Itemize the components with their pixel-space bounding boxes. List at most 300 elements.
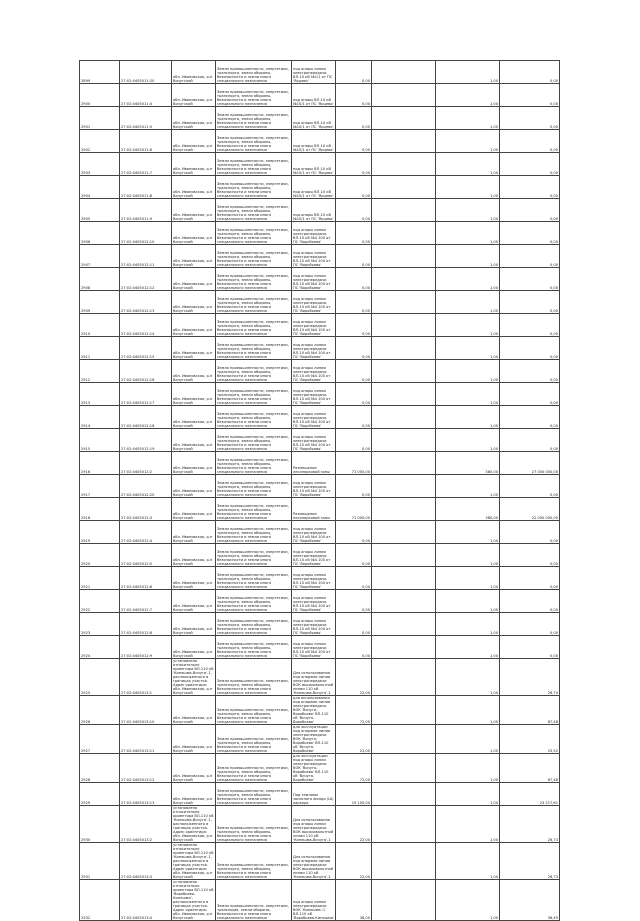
table-row <box>80 268 560 291</box>
cell-cat: Земли промышленности, энергетики, транспорта, земли обороны, безопасности и земли иного специального назначения <box>216 61 292 84</box>
cell-cad: 27:02:0405012:2 <box>120 452 172 475</box>
cell-cost: 0,00 <box>500 590 560 613</box>
cell-cost: 0,00 <box>500 291 560 314</box>
cell-k <box>372 725 436 754</box>
cell-k <box>372 843 436 880</box>
cell-cost: 0,00 <box>500 567 560 590</box>
table-row <box>80 521 560 544</box>
cell-area: 19 100,00 <box>336 783 372 806</box>
cell-k <box>372 199 436 222</box>
cell-area: 0,00 <box>336 590 372 613</box>
cell-num: 2908 <box>80 268 120 291</box>
cell-num: 2921 <box>80 567 120 590</box>
cell-use: под опоры линии электропередачи ВЛ-10 кВ №4 100 от ПС 'Воробьево' <box>292 406 336 429</box>
cell-cost: 0,00 <box>500 153 560 176</box>
cell-num: 2915 <box>80 429 120 452</box>
cell-rate: 1,00 <box>436 659 500 696</box>
cell-area: 0,00 <box>336 636 372 659</box>
table-row <box>80 498 560 521</box>
table-body <box>80 61 560 921</box>
cell-addr: обл. Ивановская, р-н Вичугский <box>172 199 216 222</box>
cell-rate: 1,00 <box>436 130 500 153</box>
cell-area: 0,00 <box>336 314 372 337</box>
cell-addr: обл. Ивановская, р-н Вичугский <box>172 222 216 245</box>
cell-addr: обл. Ивановская, р-н Вичугский <box>172 725 216 754</box>
cell-use: под опоры линии электропередачи ВЛ-10 кВ №4 100 от ПС 'Воробьево' <box>292 590 336 613</box>
cell-cost: 0,00 <box>500 406 560 429</box>
cell-cad: 27:02:0405011:8 <box>120 176 172 199</box>
cell-use: под опоры линии электропередачи ВЛ-10 кВ №4 100 от ПС 'Воробьево' <box>292 613 336 636</box>
cell-use: под опоры линии электропередачи ВЛ-10 кВ №4 100 от ПС 'Воробьево' <box>292 636 336 659</box>
cell-cad: 27:02:0405012:8 <box>120 613 172 636</box>
table-row <box>80 291 560 314</box>
cell-use: под опоры ВЛ-10 кВ №10/1 от ПС 'Ярцево' <box>292 176 336 199</box>
cell-rate: 1,00 <box>436 521 500 544</box>
cell-k <box>372 498 436 521</box>
cell-cost: 0,00 <box>500 314 560 337</box>
cell-area: 71 000,00 <box>336 452 372 475</box>
cell-addr: обл. Ивановская, р-н Вичугский <box>172 452 216 475</box>
cell-k <box>372 84 436 107</box>
cell-num: 2927 <box>80 725 120 754</box>
cell-cost: 0,00 <box>500 475 560 498</box>
cell-addr: установлено относительно ориентира ВЛ-110 кВ 'Воробьево-Кинешма', расположенного в границах участка. Адрес ориентира: обл. Ивановская, р-н Вичугский <box>173 880 214 920</box>
cell-addr: обл. Ивановская, р-н Вичугский <box>172 567 216 590</box>
cell-num: 2924 <box>80 636 120 659</box>
cell-cost: 0,00 <box>500 176 560 199</box>
cell-area: 22,00 <box>336 843 372 880</box>
cell-use: под опоры линии электропередачи ВЛ-10 кВ №4 100 от ПС 'Воробьево' <box>292 268 336 291</box>
cell-addr: обл. Ивановская, р-н Вичугский <box>172 590 216 613</box>
cell-cad: 27:02:0405012:6 <box>120 567 172 590</box>
cell-cat: Земли промышленности, энергетики, транспорта, земли обороны, безопасности и земли иного специального назначения <box>216 590 292 613</box>
cell-cad: 27:02:0405012:16 <box>120 360 172 383</box>
cell-k <box>372 61 436 84</box>
cell-k <box>372 452 436 475</box>
cell-use: под опоры линии электропередачи ВЛ-10 кВ №4 100 от ПС 'Воробьево' <box>292 222 336 245</box>
cell-k <box>372 406 436 429</box>
cell-cad: 27:02:0405012:15 <box>120 337 172 360</box>
cell-use: под опоры линии электропередачи ВЛ-10 кВ №4 100 от ПС 'Воробьево' <box>292 521 336 544</box>
cell-area: 0,00 <box>336 84 372 107</box>
cell-num: 2918 <box>80 498 120 521</box>
cell-area: 0,00 <box>336 429 372 452</box>
table-row <box>80 636 560 659</box>
cell-use: под опоры линии электропередачи ВЛ-10 кВ №4 100 от ПС 'Воробьево' <box>292 567 336 590</box>
cell-addr: обл. Ивановская, р-н Вичугский <box>172 636 216 659</box>
cell-cost: 0,00 <box>500 84 560 107</box>
cell-cad: 27:02:0405012:11 <box>120 245 172 268</box>
cell-rate: 1,00 <box>436 222 500 245</box>
cell-area: 0,00 <box>336 337 372 360</box>
cell-cad: 27:02:0405011:9 <box>120 199 172 222</box>
table-row <box>80 107 560 130</box>
cell-area: 0,00 <box>336 613 372 636</box>
cell-num: 2907 <box>80 245 120 268</box>
cell-num: 2911 <box>80 337 120 360</box>
cell-cost: 0,00 <box>500 613 560 636</box>
cell-cost: 0,00 <box>500 222 560 245</box>
table-row <box>80 880 560 921</box>
cell-cat: Земли промышленности, энергетики, транспорта, земли обороны, безопасности и земли иного специального назначения <box>216 521 292 544</box>
cell-cat: Земли промышленности, энергетики, транспорта, земли обороны, безопасности и земли иного специального назначения <box>216 199 292 222</box>
cell-k <box>372 567 436 590</box>
cell-use: под опоры линии электропередачи ВОК 'Кинешма'-1 ВЛ-110 кВ 'Воробьево-Кинешма' <box>292 880 336 921</box>
cell-use: под опоры ВЛ-10 кВ №10/1 от ПС 'Ярцево' <box>292 153 336 176</box>
table-row <box>80 176 560 199</box>
cell-cost: 25,52 <box>500 725 560 754</box>
cell-k <box>372 613 436 636</box>
cell-use: Для использования под опорами линии электропередачи ВОК высоковольтной линии 110 кВ 'Кинешма-Вичуга'-1 <box>292 659 336 696</box>
cell-use: для эксплуатации под опорами линии электропередачи ВОК 'Вичуга-Воробьево' ВЛ-110 кВ 'Вичуга-Воробьево' <box>292 725 336 754</box>
cell-cad: 27:02:0405012:10 <box>120 222 172 245</box>
cell-num: 2923 <box>80 613 120 636</box>
cell-use: Размещение лесопарковой зоны <box>292 452 336 475</box>
cell-addr: обл. Ивановская, р-н Вичугский <box>172 475 216 498</box>
table-row <box>80 84 560 107</box>
cell-cad: 27:02:0405011:6 <box>120 130 172 153</box>
table-row <box>80 199 560 222</box>
cell-addr: обл. Ивановская, р-н Вичугский <box>172 383 216 406</box>
cell-cat: Земли промышленности, энергетики, транспорта, земли обороны, безопасности и земли иного специального назначения <box>216 291 292 314</box>
cell-k <box>372 176 436 199</box>
cell-area: 22,00 <box>336 806 372 843</box>
cell-cat: Земли промышленности, энергетики, транспорта, земли обороны, безопасности и земли иного специального назначения <box>216 268 292 291</box>
cell-cad: 27:02:0405011:5 <box>120 107 172 130</box>
cell-num: 2902 <box>80 130 120 153</box>
cell-use: под опоры линии электропередачи ВЛ-10 кВ №4 100 от ПС 'Воробьево' <box>292 337 336 360</box>
cell-area: 0,00 <box>336 383 372 406</box>
cell-addr: обл. Ивановская, р-н Вичугский <box>172 61 216 84</box>
cell-cad: 27:02:0405013:2 <box>120 806 172 843</box>
cell-k <box>372 222 436 245</box>
table-row <box>80 806 560 843</box>
cell-num: 2919 <box>80 521 120 544</box>
cell-rate: 1,00 <box>436 544 500 567</box>
cell-num: 2916 <box>80 452 120 475</box>
cell-rate: 1,00 <box>436 406 500 429</box>
cell-cost: 0,00 <box>500 245 560 268</box>
cell-k <box>372 659 436 696</box>
cell-cad: 27:02:0405012:7 <box>120 590 172 613</box>
cell-addr: обл. Ивановская, р-н Вичугский <box>172 314 216 337</box>
table-row <box>80 590 560 613</box>
cell-rate: 1,00 <box>436 199 500 222</box>
cell-cad: 27:02:0405013:11 <box>120 725 172 754</box>
cell-rate: 1,00 <box>436 806 500 843</box>
cell-cat: Земли промышленности, энергетики, транспорта, земли обороны, безопасности и земли иного специального назначения <box>216 754 292 783</box>
cell-k <box>372 475 436 498</box>
cell-area: 0,00 <box>336 199 372 222</box>
cell-num: 2899 <box>80 61 120 84</box>
cell-k <box>372 783 436 806</box>
cell-cat: Земли промышленности, энергетики, транспорта, земли обороны, безопасности и земли иного специального назначения <box>216 406 292 429</box>
cell-use: под опоры линии электропередачи ВЛ-10 кВ №4 100 от ПС 'Воробьево' <box>292 383 336 406</box>
cell-cad: 27:02:0405012:17 <box>120 383 172 406</box>
cell-addr: обл. Ивановская, р-н Вичугский <box>172 521 216 544</box>
table-row <box>80 544 560 567</box>
cell-cost: 0,00 <box>500 199 560 222</box>
table-row <box>80 222 560 245</box>
table-row <box>80 783 560 806</box>
cell-addr: обл. Ивановская, р-н Вичугский <box>172 153 216 176</box>
cell-rate: 1,00 <box>436 360 500 383</box>
cell-area: 0,00 <box>336 268 372 291</box>
cell-cost: 0,00 <box>500 429 560 452</box>
table-row <box>80 61 560 84</box>
cell-cat: Земли промышленности, энергетики, транспорта, земли обороны, безопасности и земли иного специального назначения <box>216 383 292 406</box>
cell-rate: 1,00 <box>436 107 500 130</box>
cell-cost: 26,73 <box>500 806 560 843</box>
cell-num: 2920 <box>80 544 120 567</box>
cell-area: 0,00 <box>336 544 372 567</box>
cell-use: под опоры линии электропередачи ВЛ-10 кВ №4 100 от ПС 'Воробьево' <box>292 360 336 383</box>
cell-cost: 22 000 000,00 <box>500 498 560 521</box>
cell-cost: 27 000 000,00 <box>500 452 560 475</box>
cell-k <box>372 806 436 843</box>
cell-area: 0,00 <box>336 291 372 314</box>
cell-rate: 1,00 <box>436 754 500 783</box>
cell-cost: 0,00 <box>500 544 560 567</box>
table-row <box>80 360 560 383</box>
cell-num: 2909 <box>80 291 120 314</box>
cell-cost: 26,70 <box>500 659 560 696</box>
cell-cad: 27:02:0405013:12 <box>120 754 172 783</box>
cell-k <box>372 383 436 406</box>
cell-cat: Земли промышленности, энергетики, транспорта, земли обороны, безопасности и земли иного специального назначения <box>216 176 292 199</box>
cell-cat: Земли промышленности, энергетики, транспорта, земли обороны, безопасности и земли иного специального назначения <box>216 475 292 498</box>
cell-cad: 27:02:0405012:20 <box>120 475 172 498</box>
cell-cat: Земли промышленности, энергетики, транспорта, земли обороны, безопасности и земли иного специального назначения <box>216 222 292 245</box>
table-row <box>80 153 560 176</box>
table-row <box>80 659 560 696</box>
cell-num: 2931 <box>80 843 120 880</box>
cell-cat: Земли промышленности, энергетики, транспорта, земли обороны, безопасности и земли иного специального назначения <box>216 337 292 360</box>
cell-cat: Земли промышленности, энергетики, транспорта, земли обороны, безопасности и земли иного специального назначения <box>216 696 292 725</box>
cell-use: для эксплуатации под опоры линии электропередачи ВОК 'Вичуга-Воробьево' ВЛ-110 кВ 'Вичуга-Воробьево' <box>292 754 336 783</box>
cell-k <box>372 880 436 921</box>
cell-rate: 1,00 <box>436 429 500 452</box>
cell-use: для использования под опорами линии электропередачи ВОК 'Вичуга-Воробьево' ВЛ-110 кВ 'Вичуга-Воробьево' <box>292 696 336 725</box>
cell-area: 72,00 <box>336 696 372 725</box>
cell-cad: 27:02:0405013:3 <box>120 843 172 880</box>
cell-cat: Земли промышленности, энергетики, транспорта, земли обороны, безопасности и земли иного специального назначения <box>216 636 292 659</box>
cell-area: 0,00 <box>336 176 372 199</box>
cell-num: 2930 <box>80 806 120 843</box>
table-row <box>80 475 560 498</box>
cell-area: 0,00 <box>336 107 372 130</box>
cell-k <box>372 314 436 337</box>
table-row <box>80 613 560 636</box>
cell-rate: 1,00 <box>436 84 500 107</box>
cell-cat: Земли промышленности, энергетики, транспорта, земли обороны, безопасности и земли иного специального назначения <box>216 130 292 153</box>
cell-cad: 27:02:0405012:13 <box>120 291 172 314</box>
cell-num: 2904 <box>80 176 120 199</box>
cell-cat: Земли промышленности, энергетики, транспорта, земли обороны, безопасности и земли иного специального назначения <box>216 245 292 268</box>
cell-cost: 87,48 <box>500 754 560 783</box>
cell-rate: 1,00 <box>436 843 500 880</box>
cell-num: 2925 <box>80 659 120 696</box>
cell-k <box>372 107 436 130</box>
cell-use: Размещение лесопарковой зоны <box>292 498 336 521</box>
cell-cat: Земли промышленности, энергетики, транспорта, земли обороны, безопасности и земли иного специального назначения <box>216 429 292 452</box>
cell-use: под опоры линии электропередачи ВЛ-10 кВ №4 100 от ПС 'Воробьево' <box>292 475 336 498</box>
cell-k <box>372 544 436 567</box>
cell-cat: Земли промышленности, энергетики, транспорта, земли обороны, безопасности и земли иного специального назначения <box>216 843 292 880</box>
cell-rate: 1,00 <box>436 383 500 406</box>
cell-rate: 1,00 <box>436 337 500 360</box>
cell-addr: обл. Ивановская, р-н Вичугский <box>172 498 216 521</box>
cell-cat: Земли промышленности, энергетики, транспорта, земли обороны, безопасности и земли иного специального назначения <box>216 659 292 696</box>
cell-addr: обл. Ивановская, р-н Вичугский <box>172 783 216 806</box>
cell-use: под опоры линии электропередачи ВЛ-10 кВ №4 100 от ПС 'Воробьево' <box>292 291 336 314</box>
cell-cad: 27:02:0405012:9 <box>120 636 172 659</box>
cell-use: Под землями запасного фонда (Ш) карьера <box>292 783 336 806</box>
cell-addr: обл. Ивановская, р-н Вичугский <box>172 107 216 130</box>
cell-cad: 27:02:0405012:12 <box>120 268 172 291</box>
cell-k <box>372 360 436 383</box>
cell-cat: Земли промышленности, энергетики, транспорта, земли обороны, безопасности и земли иного специального назначения <box>216 153 292 176</box>
table-row <box>80 314 560 337</box>
cell-rate: 1,00 <box>436 475 500 498</box>
cell-use: под опоры линии электропередачи ВЛ-10 кВ №4 100 от ПС 'Воробьево' <box>292 429 336 452</box>
cell-addr: обл. Ивановская, р-н Вичугский <box>172 360 216 383</box>
cell-num: 2912 <box>80 360 120 383</box>
cell-addr: обл. Ивановская, р-н Вичугский <box>172 268 216 291</box>
cell-area: 72,00 <box>336 754 372 783</box>
table-row <box>80 843 560 880</box>
cell-addr: обл. Ивановская, р-н Вичугский <box>172 544 216 567</box>
table-row <box>80 429 560 452</box>
cell-cost: 0,00 <box>500 360 560 383</box>
cell-use: под опоры линии электропередачи ВЛ-10 кВ №4 100 от ПС 'Воробьево' <box>292 544 336 567</box>
cell-cost: 0,00 <box>500 636 560 659</box>
cell-k <box>372 291 436 314</box>
cell-num: 2932 <box>80 880 120 921</box>
cell-cad: 27:02:0405013:10 <box>120 696 172 725</box>
cell-cost: 0,00 <box>500 61 560 84</box>
cell-k <box>372 337 436 360</box>
table-row <box>80 245 560 268</box>
cell-rate: 1,00 <box>436 176 500 199</box>
cell-area: 22,00 <box>336 659 372 696</box>
cell-cat: Земли промышленности, энергетики, транспорта, земли обороны, безопасности и земли иного специального назначения <box>216 498 292 521</box>
cell-cad: 27:02:0405013:13 <box>120 783 172 806</box>
cell-cost: 0,00 <box>500 107 560 130</box>
cell-num: 2905 <box>80 199 120 222</box>
cell-k <box>372 153 436 176</box>
cell-cad: 27:02:0405012:19 <box>120 429 172 452</box>
cell-num: 2917 <box>80 475 120 498</box>
table-row <box>80 130 560 153</box>
table-row <box>80 567 560 590</box>
cell-cad: 27:02:0405012:14 <box>120 314 172 337</box>
cell-rate: 1,00 <box>436 61 500 84</box>
cell-cost: 0,00 <box>500 337 560 360</box>
cell-rate: 380,00 <box>436 498 500 521</box>
cell-addr: обл. Ивановская, р-н Вичугский <box>172 176 216 199</box>
cell-cad: 27:02:0405011:4 <box>120 84 172 107</box>
cell-rate: 1,00 <box>436 613 500 636</box>
cell-area: 21,00 <box>336 725 372 754</box>
cell-cad: 27:02:0405011:20 <box>120 61 172 84</box>
cell-cat: Земли промышленности, энергетики, транспорта, земли обороны, безопасности и земли иного специального назначения <box>216 452 292 475</box>
cell-rate: 1,00 <box>436 291 500 314</box>
cell-use: под опоры ВЛ-10 кВ №10/1 от ПС 'Ярцево' <box>292 84 336 107</box>
cell-num: 2906 <box>80 222 120 245</box>
cell-rate: 1,00 <box>436 636 500 659</box>
cell-cad: 27:02:0405013:1 <box>120 659 172 696</box>
cell-cat: Земли промышленности, энергетики, транспорта, земли обороны, безопасности и земли иного специального назначения <box>216 84 292 107</box>
cell-rate: 1,00 <box>436 153 500 176</box>
cell-num: 2900 <box>80 84 120 107</box>
cell-k <box>372 636 436 659</box>
cell-area: 0,00 <box>336 130 372 153</box>
cell-rate: 1,00 <box>436 245 500 268</box>
cell-cad: 27:02:0405012:3 <box>120 498 172 521</box>
cell-rate: 1,00 <box>436 880 500 921</box>
cell-cost: 87,48 <box>500 696 560 725</box>
cell-cost: 36,45 <box>500 880 560 921</box>
cell-use: под опоры ВЛ-10 кВ №10/1 от ПС 'Ярцево' <box>292 199 336 222</box>
cell-area: 0,00 <box>336 406 372 429</box>
cell-cat: Земли промышленности, энергетики, транспорta, земли обороны, безопасности и земли иного специального назначения <box>216 880 292 921</box>
cell-area: 0,00 <box>336 360 372 383</box>
cell-num: 2901 <box>80 107 120 130</box>
table-row <box>80 725 560 754</box>
cell-cat: Земли промышленности, энергетики, транспорта, земли обороны, безопасности и земли иного специального назначения <box>216 783 292 806</box>
cell-cost: 0,00 <box>500 130 560 153</box>
cell-addr: обл. Ивановская, р-н Вичугский <box>172 337 216 360</box>
cell-rate: 1,00 <box>436 696 500 725</box>
cell-addr: обл. Ивановская, р-н Вичугский <box>172 245 216 268</box>
cell-use: под опоры линии электропередачи ВЛ-10 кВ №1/1 от ПС 'Ярцево' <box>292 61 336 84</box>
cell-area: 0,00 <box>336 153 372 176</box>
cell-area: 0,00 <box>336 61 372 84</box>
cell-cost: 23 217,61 <box>500 783 560 806</box>
cell-cad: 27:02:0405011:7 <box>120 153 172 176</box>
cell-cat: Земли промышленности, энергетики, транспорта, земли обороны, безопасности и земли иного специального назначения <box>216 314 292 337</box>
table-row <box>80 754 560 783</box>
cell-cad: 27:02:0405012:18 <box>120 406 172 429</box>
cell-num: 2913 <box>80 383 120 406</box>
cell-k <box>372 754 436 783</box>
cell-addr: установлено относительно ориентира ВЛ-110 кВ 'Кинешма-Вичуга'-1, расположенного в границах участка. Адрес ориентира: обл. Ивановская, р-н Вичугский <box>173 843 214 879</box>
cell-cat: Земли промышленности, энергетики, транспорта, земли обороны, безопасности и земли иного специального назначения <box>216 360 292 383</box>
cell-addr: обл. Ивановская, р-н Вичугский <box>172 754 216 783</box>
table-row <box>80 337 560 360</box>
cell-k <box>372 521 436 544</box>
land-register-table <box>79 60 560 921</box>
cell-use: Для использования под опорами линии электропередачи ВОК высоковольтной линии 110 кВ 'Кинешма-Вичуга'-1 <box>292 843 336 880</box>
cell-area: 0,00 <box>336 222 372 245</box>
cell-num: 2922 <box>80 590 120 613</box>
cell-use: Для использования под опоры линии электропередачи ВОК высоковольтной линии 110 кВ 'Кинешма-Вичуга'-1 <box>292 806 336 843</box>
cell-cat: Земли промышленности, энергетики, транспорта, земли обороны, безопасности и земли иного специального назначения <box>216 806 292 843</box>
cell-addr: обл. Ивановская, р-н Вичугский <box>172 429 216 452</box>
cell-k <box>372 245 436 268</box>
cell-cat: Земли промышленности, энергетики, транспорта, земли обороны, безопасности и земли иного специального назначения <box>216 725 292 754</box>
table-row <box>80 696 560 725</box>
cell-rate: 1,00 <box>436 567 500 590</box>
cell-cost: 26,73 <box>500 843 560 880</box>
cell-cat: Земли промышленности, энергетики, транспорта, земли обороны, безопасности и земли иного специального назначения <box>216 107 292 130</box>
cell-addr: обл. Ивановская, р-н Вичугский <box>172 696 216 725</box>
cell-num: 2914 <box>80 406 120 429</box>
cell-num: 2903 <box>80 153 120 176</box>
cell-num: 2929 <box>80 783 120 806</box>
cell-k <box>372 268 436 291</box>
